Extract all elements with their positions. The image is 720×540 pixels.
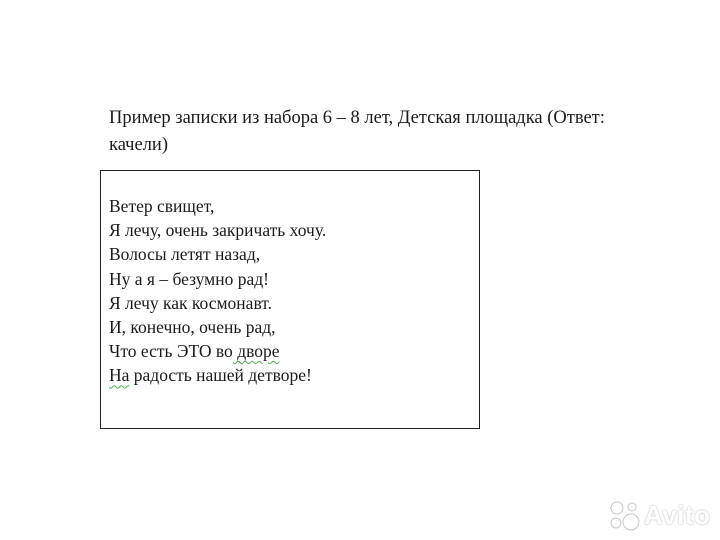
watermark-text: Avito: [644, 499, 711, 530]
avito-watermark: [606, 497, 711, 533]
title-line-2: качели): [109, 135, 168, 155]
page-title: [109, 105, 669, 159]
poem-line: И, конечно, очень рад,: [109, 317, 276, 338]
poem-line: Ветер свищет,: [109, 196, 215, 216]
poem-line: На радость нашей детворе!: [109, 365, 312, 386]
spellcheck-mark: На: [109, 365, 130, 386]
spellcheck-mark: дворе: [232, 341, 280, 362]
poem-box: [100, 170, 480, 429]
poem-line: Я лечу как космонавт.: [109, 292, 272, 313]
poem-line: Что есть ЭТО во дворе: [109, 341, 280, 362]
poem-line: Я лечу, очень закричать хочу.: [109, 220, 327, 241]
avito-logo-icon: [606, 497, 642, 533]
title-line-1: Пример записки из набора 6 – 8 лет, Детская площадка (Ответ:: [109, 108, 605, 128]
poem-line: Ну а я – безумно рад!: [109, 268, 269, 289]
poem-line: Волосы летят назад,: [109, 244, 261, 265]
